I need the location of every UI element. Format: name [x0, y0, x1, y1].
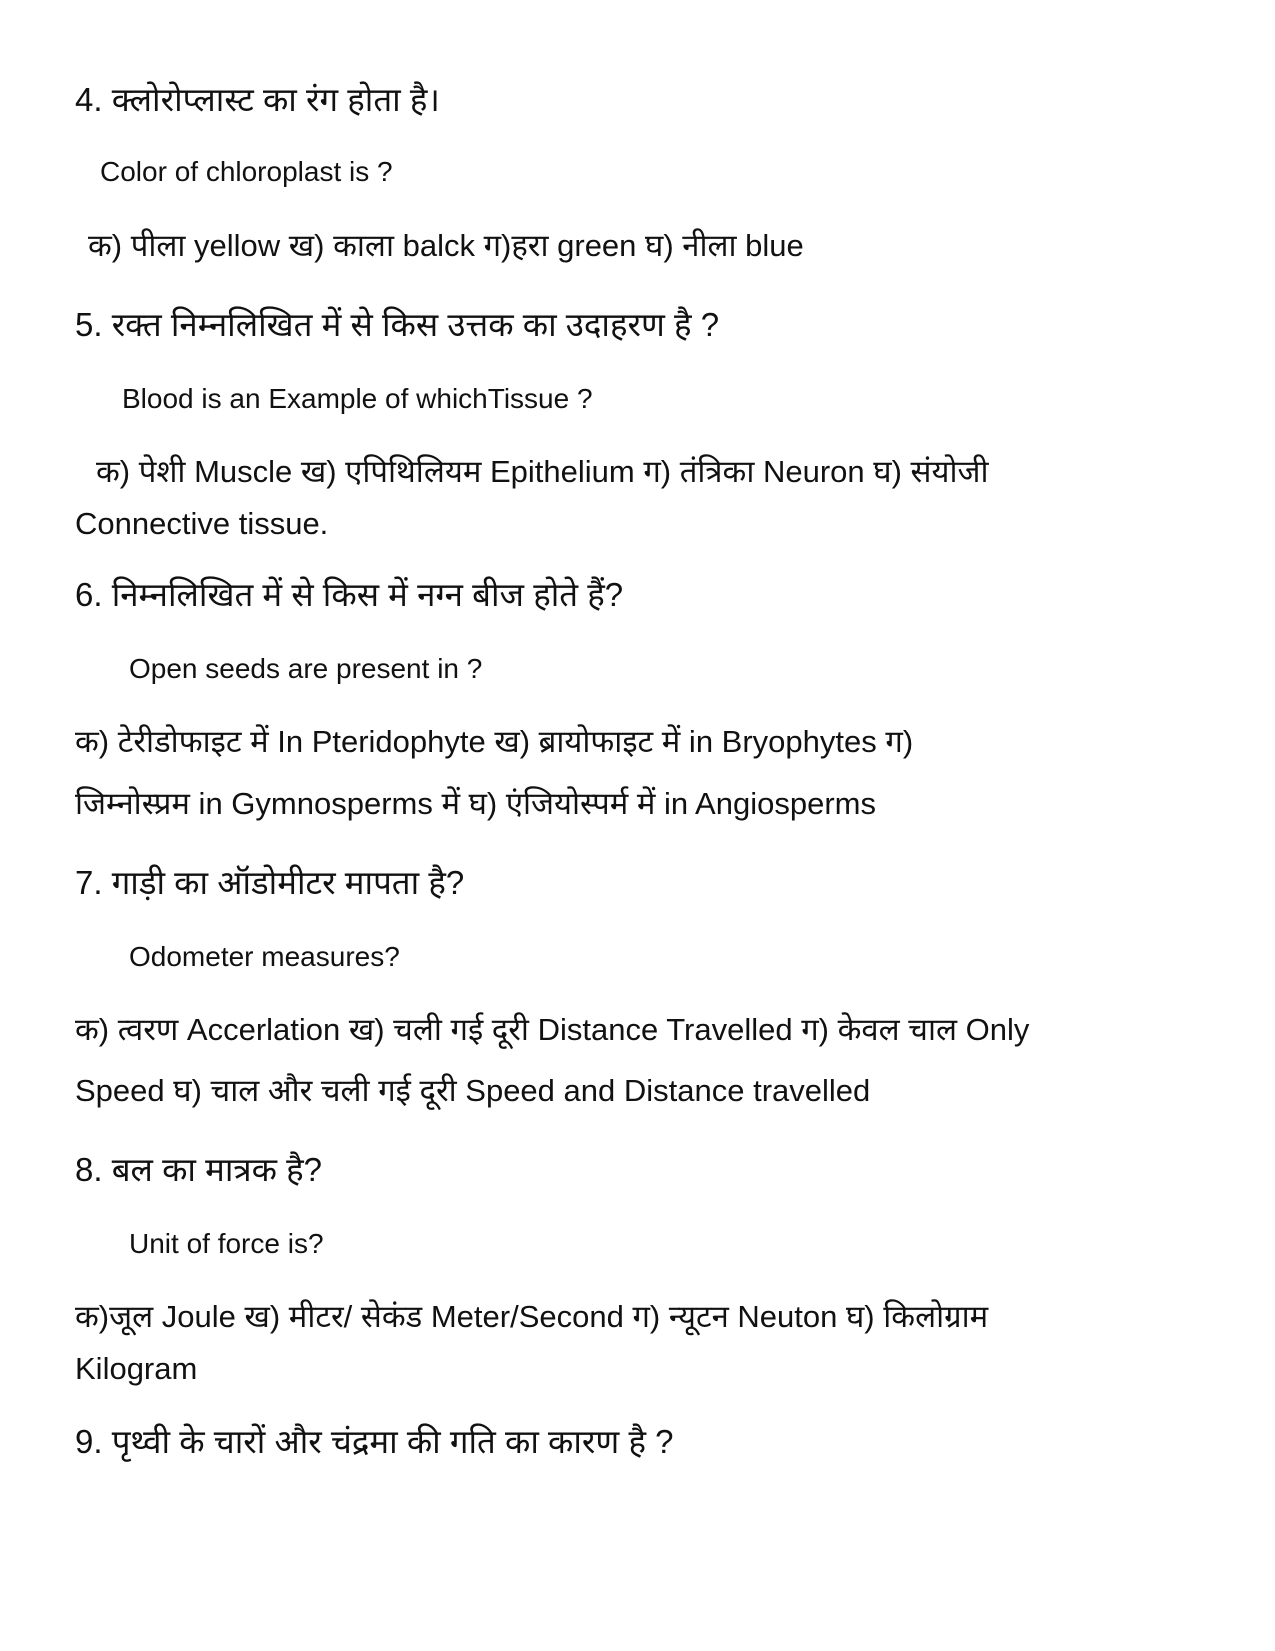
question-7-options-line-2: Speed घ) चाल और चली गई दूरी Speed and Distance travelled: [75, 1073, 871, 1108]
question-5-hindi: 5. रक्त निम्नलिखित में से किस उत्तक का उदाहरण है ?: [75, 306, 720, 343]
question-5-options-line-1: क) पेशी Muscle ख) एपिथिलियम Epithelium ग) तंत्रिका Neuron घ) संयोजी: [96, 454, 989, 489]
question-6-options-line-1: क) टेरीडोफाइट में In Pteridophyte ख) ब्रायोफाइट में in Bryophytes ग): [75, 724, 914, 759]
question-6-hindi: 6. निम्नलिखित में से किस में नग्न बीज होते हैं?: [75, 576, 624, 613]
question-8-options-line-2: Kilogram: [75, 1351, 198, 1386]
question-7-hindi: 7. गाड़ी का ऑडोमीटर मापता है?: [75, 864, 465, 901]
question-5-english: Blood is an Example of whichTissue ?: [122, 383, 593, 414]
question-4-options: क) पीला yellow ख) काला balck ग)हरा green घ) नीला blue: [88, 228, 804, 263]
question-4-english: Color of chloroplast is ?: [100, 156, 393, 187]
question-7-english: Odometer measures?: [129, 941, 400, 972]
question-9-hindi: 9. पृथ्वी के चारों और चंद्रमा की गति का कारण है ?: [75, 1423, 674, 1460]
question-5-options-line-2: Connective tissue.: [75, 506, 329, 541]
question-8-hindi: 8. बल का मात्रक है?: [75, 1151, 323, 1188]
question-8-options-line-1: क)जूल Joule ख) मीटर/ सेकंड Meter/Second ग) न्यूटन Neuton घ) किलोग्राम: [75, 1299, 989, 1334]
question-7-options-line-1: क) त्वरण Accerlation ख) चली गई दूरी Distance Travelled ग) केवल चाल Only: [75, 1012, 1030, 1047]
question-6-options-line-2: जिम्नोस्प्रम in Gymnosperms में घ) एंजियोस्पर्म में in Angiosperms: [75, 786, 876, 821]
question-4-hindi: 4. क्लोरोप्लास्ट का रंग होता है।: [75, 81, 440, 118]
question-6-english: Open seeds are present in ?: [129, 653, 483, 684]
question-8-english: Unit of force is?: [129, 1228, 324, 1259]
